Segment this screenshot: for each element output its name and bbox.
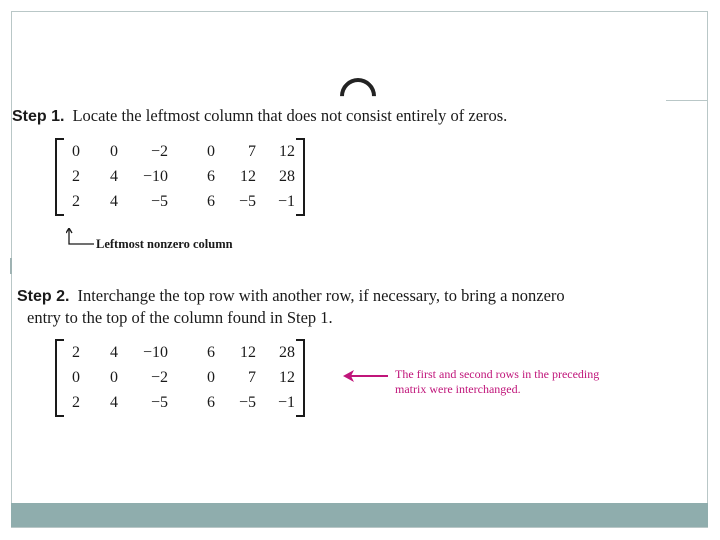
matrix-cell: −1 [277,193,295,210]
step2-line-continued: entry to the top of the column found in Step 1. [27,308,333,327]
matrix-cell: 4 [110,168,118,185]
matrix-cell: 4 [110,344,118,361]
matrix-cell: −5 [238,193,256,210]
footer-band [11,503,708,527]
matrix-cell: −5 [238,394,256,411]
matrix-cell: 0 [110,369,118,386]
matrix-cell: 2 [72,394,80,411]
matrix-interchanged [55,339,305,417]
matrix-cell: 0 [72,143,80,160]
matrix-cell: −5 [150,193,168,210]
matrix-cell: −2 [150,369,168,386]
matrix-cell: 12 [240,168,256,185]
matrix-cell: 0 [207,369,215,386]
step2-label: Step 2. [17,288,70,305]
left-marker [10,258,12,274]
matrix-cell: −1 [277,394,295,411]
matrix-cell: 7 [248,369,256,386]
matrix-cell: −10 [142,168,168,185]
matrix-cell: 12 [279,369,295,386]
matrix-cell: 4 [110,193,118,210]
matrix-cell: −10 [142,344,168,361]
matrix-cell: 0 [207,143,215,160]
matrix-cell: 2 [72,168,80,185]
step2-line [17,285,565,308]
right-bracket [296,138,305,216]
matrix-cell: 0 [110,143,118,160]
leftmost-column-note: Leftmost nonzero column [96,237,233,251]
matrix-original [55,138,305,216]
step1-label: Step 1. [12,108,65,125]
matrix-cell: 6 [207,168,215,185]
header-divider [666,100,708,101]
matrix-cell: 28 [279,168,295,185]
matrix-cell: 6 [207,394,215,411]
matrix-cell: 6 [207,344,215,361]
matrix-cell: 6 [207,193,215,210]
matrix-cell: 4 [110,394,118,411]
matrix-cell: 0 [72,369,80,386]
matrix-cell: 12 [240,344,256,361]
matrix-cell: −5 [150,394,168,411]
left-arrow-icon [343,369,389,383]
matrix-cell: 2 [72,193,80,210]
matrix-cell: 12 [279,143,295,160]
step1-text: Locate the leftmost column that does not consist entirely of zeros. [72,106,508,125]
interchange-note-line2: matrix were interchanged. [395,382,521,396]
right-bracket [296,339,305,417]
interchange-note-line1: The first and second rows in the preceding [395,367,600,381]
matrix-cell: 7 [248,143,256,160]
step1-line [12,105,507,128]
matrix-cell: 28 [279,344,295,361]
step2-text: Interchange the top row with another row, if necessary, to bring a nonzero [77,286,565,305]
matrix-cell: 2 [72,344,80,361]
matrix-cell: −2 [150,143,168,160]
up-arrow-icon [66,228,96,250]
interchange-note [395,367,599,397]
